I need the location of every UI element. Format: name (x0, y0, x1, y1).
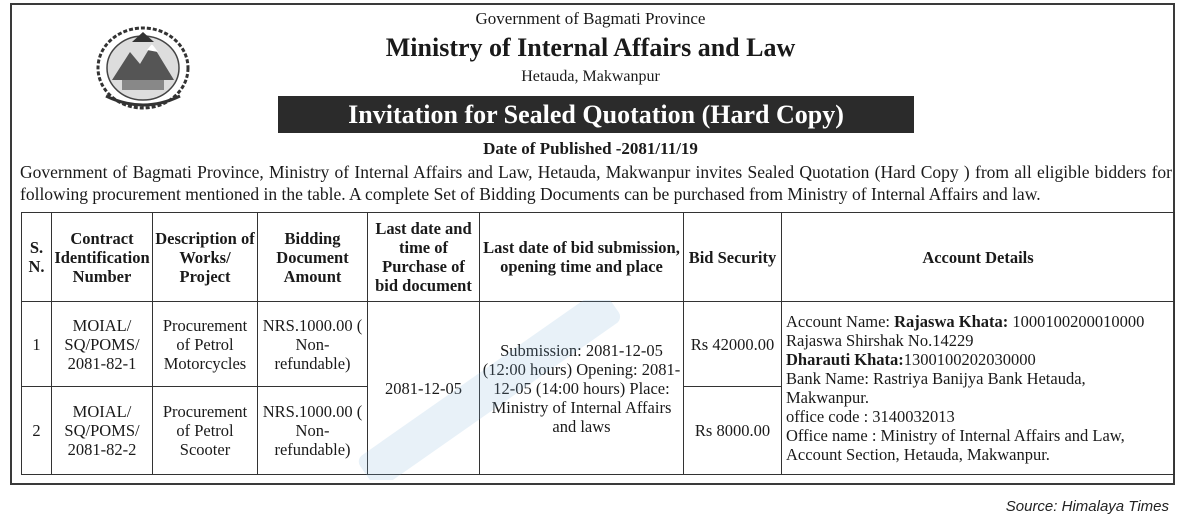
row-document-amount: NRS.1000.00 ( Non-refundable) (258, 387, 368, 475)
office-name: Office name : Ministry of Internal Affairs and Law, Account Section, Hetauda, Makwanpur. (786, 426, 1125, 464)
header-contract-id: Contract Identification Number (52, 213, 153, 302)
header-sn: S. N. (22, 213, 52, 302)
row-document-amount: NRS.1000.00 ( Non-refundable) (258, 302, 368, 387)
header-description: Description of Works/ Project (153, 213, 258, 302)
row-bid-security: Rs 8000.00 (684, 387, 782, 475)
ministry-name: Ministry of Internal Affairs and Law (385, 33, 796, 62)
account-name-label: Account Name: (786, 312, 895, 331)
quotation-table (21, 212, 1175, 475)
published-date: Date of Published -2081/11/19 (483, 139, 698, 158)
rajaswa-number: 1000100200010000 (1008, 312, 1145, 331)
rajaswa-label: Rajaswa Khata: (894, 312, 1009, 331)
table-header-row (22, 213, 1175, 302)
header-submission: Last date of bid submission, opening time and place (480, 213, 684, 302)
bank-name: Bank Name: Rastriya Banijya Bank Hetauda, Makwanpur. (786, 369, 1086, 407)
government-name: Government of Bagmati Province (475, 9, 706, 28)
intro-paragraph: Government of Bagmati Province, Ministry of Internal Affairs and Law, Hetauda, Makwanpur invites Sealed Quotation (Hard Copy ) from all eligible bidders for following procurement mentioned in the table. A complete Set of Bidding Documents can be purchased from Ministry of Internal Affairs and law. (20, 162, 1172, 204)
purchase-date: 2081-12-05 (368, 302, 480, 475)
table-row (22, 302, 1175, 387)
row-sn: 2 (22, 387, 52, 475)
office-code: office code : 3140032013 (786, 407, 955, 426)
dharauti-label: Dharauti Khata: (786, 350, 904, 369)
row-bid-security: Rs 42000.00 (684, 302, 782, 387)
row-description: Procurement of Petrol Scooter (153, 387, 258, 475)
rajaswa-shirshak: Rajaswa Shirshak No.14229 (786, 331, 974, 350)
notice-title: Invitation for Sealed Quotation (Hard Copy) (278, 96, 914, 133)
row-description: Procurement of Petrol Motorcycles (153, 302, 258, 387)
row-sn: 1 (22, 302, 52, 387)
row-contract-id: MOIAL/ SQ/POMS/ 2081-82-1 (52, 302, 153, 387)
submission-details: Submission: 2081-12-05 (12:00 hours) Opening: 2081-12-05 (14:00 hours) Place: Ministry of Internal Affairs and laws (480, 302, 684, 475)
dharauti-number: 1300100202030000 (903, 350, 1036, 369)
source-credit: Source: Himalaya Times (1005, 498, 1169, 515)
header-purchase-deadline: Last date and time of Purchase of bid document (368, 213, 480, 302)
header-document-amount: Bidding Document Amount (258, 213, 368, 302)
row-contract-id: MOIAL/ SQ/POMS/ 2081-82-2 (52, 387, 153, 475)
header-account-details: Account Details (782, 213, 1175, 302)
account-details (782, 302, 1175, 475)
ministry-location: Hetauda, Makwanpur (521, 68, 660, 85)
header-bid-security: Bid Security (684, 213, 782, 302)
